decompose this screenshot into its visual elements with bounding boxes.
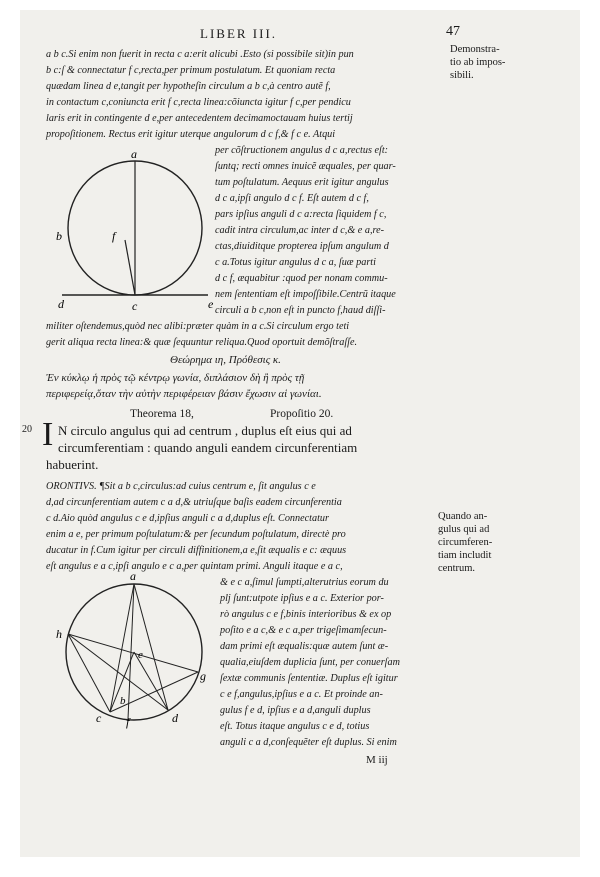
svg-text:e: e [138, 649, 143, 661]
margin-note-quando: Quando an- gulus qui ad circumferen- tiam includit centrum. [438, 511, 493, 574]
svg-text:g: g [200, 669, 206, 683]
svg-text:e: e [208, 297, 214, 311]
proposition-label: Propoſitio 20. [270, 408, 334, 420]
svg-text:d: d [172, 711, 178, 725]
drop-cap: I [42, 416, 54, 453]
figure-tangent-circle [50, 147, 220, 318]
running-title: LIBER III. [200, 26, 278, 41]
svg-text:f: f [112, 229, 116, 243]
book-page: LIBER III. 47 Demonstra- tio ab impos- sibili. a b c.Si enim non fuerit in recta c a:erit alicubi .Esto (si possibile sit)in pun b c:ſ & connectatur f c,recta,per primum postulatum. Et quoniam recta quædam linea d e,tangit per hypotheſin circulum a b c,à centro autẽ f, in contactum c,coniuncta erit f c,recta linea:cõiuncta igitur f c,per pendicu laris erit in contingente d e,per antecedentem decimamoctauam huius tertij propoſitionem. Rectus erit igitur uterque angulorum d c f,& f c e. Atqui a b f d c e per cõſtructionem angulus d c a,rectus eſt: ſuntq; recti omnes inuicẽ æquales, per quar- tum poſtulatum. Aequus erit igitur angulus d c a,ipſi angulo d c f. Eſt autem d c f, pars ipſius anguli d c a:recta ſiquidem f c, cadit intra circulum,ac inter d c,& e a,re- ctas,diuiditque propterea ipſum angulum d c a.Totus igitur angulus d c a, ſuæ parti d c f, æquabitur :quod per nonam commu- nem ſententiam eſt impoſſibile.Centrũ itaque circuli a b c,non eſt in puncto f,haud diſſi- militer oſtendemus,quòd nec alibi:præter quàm in a c.Si circulum ergo teti gerit aliqua recta linea:& quæ ſequuntur reliqua.Quod oportuit demõſtraſſe. Θεώρημα ιη, Πρόθεσις κ. Ἐν κύκλῳ ἡ πρὸς τῷ κέντρῳ γωνία, διπλάσιον δὴ ἢ πρὸς τῇ περιφερείᾳ,ὅταν τὴν αὐτὴν περιφέρειαν βάσιν ἔχωσιν αἱ γωνίαι. Theorema 18, Propoſitio 20. 20 I N circulo angulus qui ad centrum , duplus eſt eius qui ad circumferentiam : quando anguli eandem circunferentiam habuerint. Quando an- gulus qui ad circumferen- tiam includit centrum. ORONTIVS. ¶Sit a b c,circulus:ad cuius centrum e, ſit angulus c e d,ad circunferentiam autem c a d,& utriuſque baſis eadem circunferentia c d.Aio quòd angulus c e d,ipſius anguli c a d,duplus eſt. Connectatur enim a e, per primum poſtulatum:& per ſecundum poſtulatum, directè pro ducatur in f.Cum igitur per circuli diffinitionem,a e,ſit æqualis e c: æquus eſt angulus e a c,ipſi angulo e c a,per quintam primi. Anguli itaque e a c, a h e g c f d b & e c a,ſimul ſumpti,alterutrius eorum du plj ſunt:utpote ipſius e a c. Exterior por- rò angulus c e f,binis interioribus & ex op poſito e a c,& e c a,per trigeſimamſecun- dam primi eſt æqualis:quæ autem ſunt æ- qualia,eiuſdem duplicia ſunt, per conuerſam ſextæ communis ſententiæ. Duplus eſt igitur c e f,angulus,ipſius e a c. Et proinde an- gulus f e d, ipſius e a d,anguli duplus eſt. Totus itaque angulus c e d, totius anguli c a d,conſequẽter eſt duplus. Si enim M iij [20, 10, 580, 857]
svg-text:c: c [132, 299, 138, 313]
greek-statement-line-2: περιφερείᾳ,ὅταν τὴν αὐτὴν περιφέρειαν βάσιν ἔχωσιν αἱ γωνίαι. [46, 388, 322, 400]
svg-text:f: f [126, 715, 130, 729]
svg-text:a: a [131, 147, 137, 161]
svg-text:b: b [56, 229, 62, 243]
greek-statement-line-1: Ἐν κύκλῳ ἡ πρὸς τῷ κέντρῳ γωνία, διπλάσιον δὴ ἢ πρὸς τῇ [46, 372, 305, 384]
page-number: 47 [446, 24, 460, 39]
svg-text:h: h [56, 627, 62, 641]
theorem-label: Theorema 18, [130, 408, 194, 420]
svg-text:a: a [130, 569, 136, 583]
svg-text:d: d [58, 297, 64, 311]
svg-text:b: b [120, 695, 126, 707]
svg-text:c: c [96, 711, 102, 725]
figure-angle-at-center [48, 569, 218, 729]
margin-note-demonstratio: Demonstra- tio ab impos- sibili. [450, 44, 506, 81]
greek-heading: Θεώρημα ιη, Πρόθεσις κ. [170, 354, 281, 366]
signature-mark: M iij [366, 754, 388, 766]
margin-line-number: 20 [22, 424, 32, 435]
